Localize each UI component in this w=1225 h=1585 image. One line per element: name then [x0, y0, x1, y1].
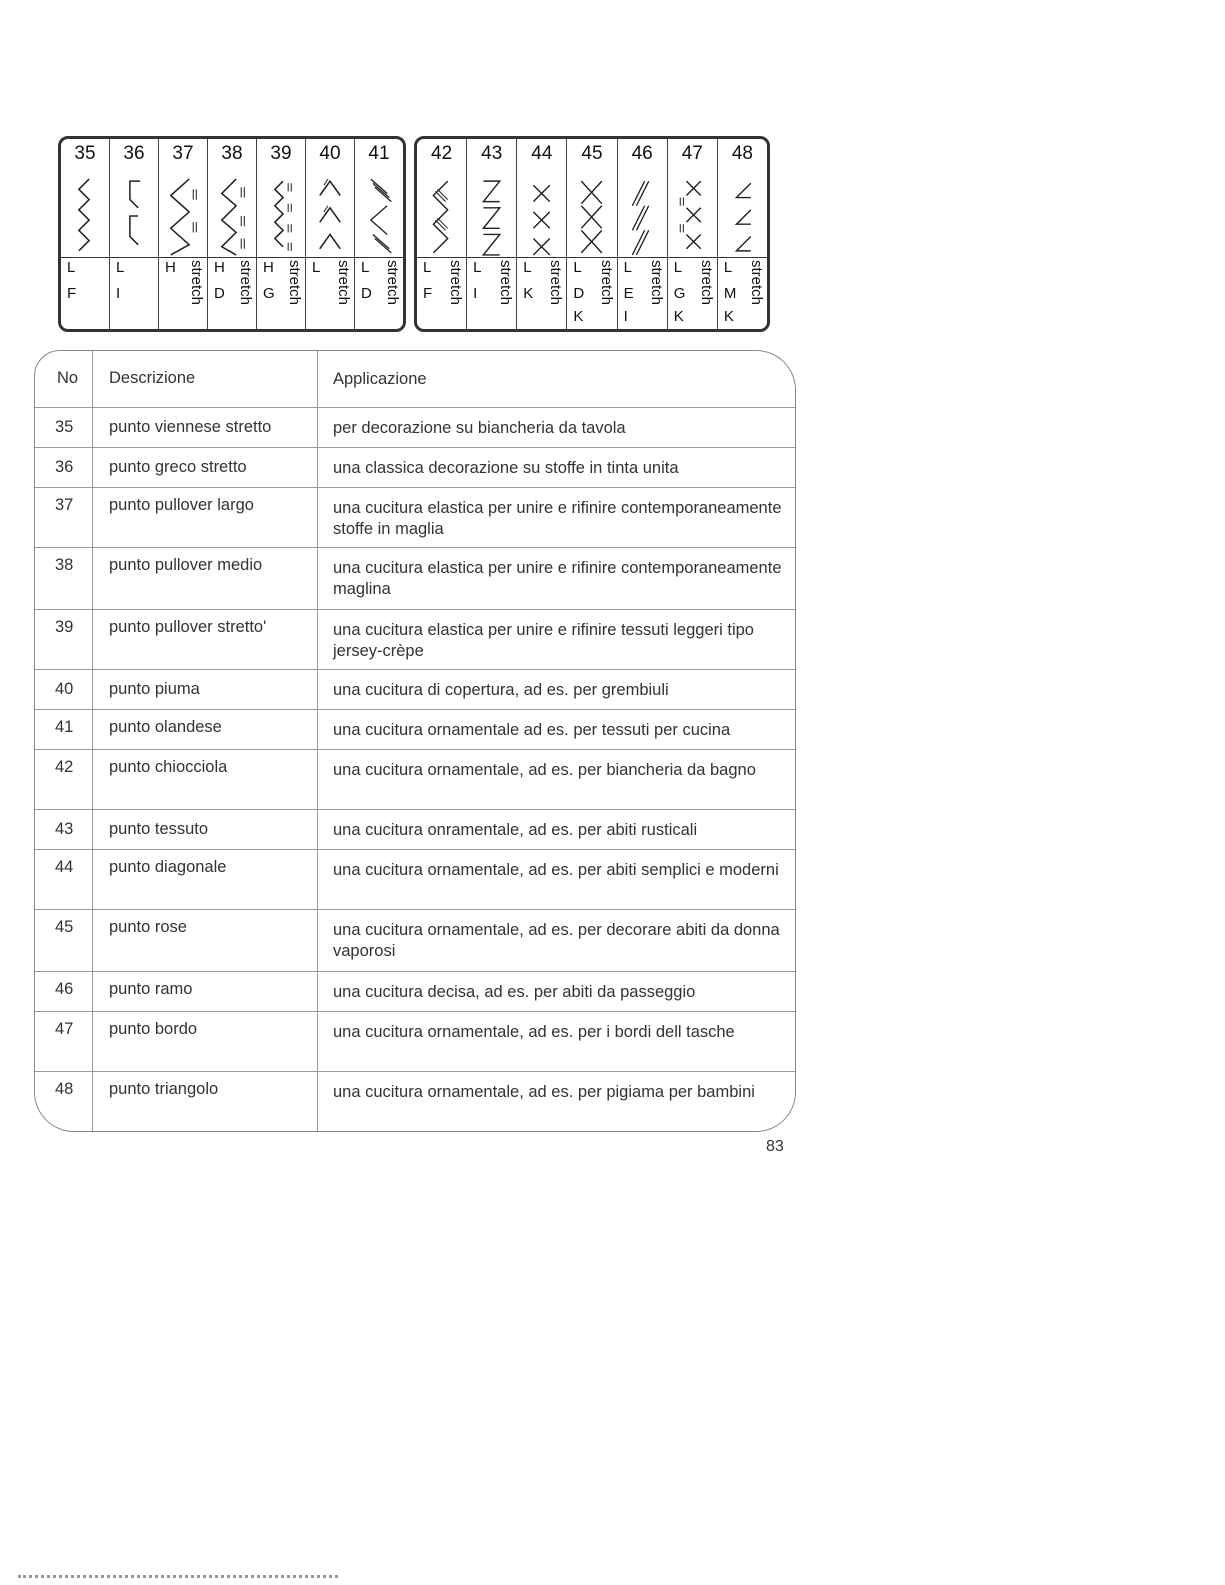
stitch-cell — [207, 139, 256, 329]
row-number: 35 — [55, 418, 74, 436]
table-row — [35, 487, 795, 548]
stretch-label: stretch — [237, 260, 254, 306]
row-description: punto tessuto — [109, 820, 209, 838]
stitch-pattern-icon — [517, 175, 566, 257]
row-description: punto pullover largo — [109, 496, 254, 514]
table-row — [35, 609, 795, 670]
stitch-number: 37 — [172, 143, 194, 164]
stitch-pattern-icon — [668, 175, 717, 257]
row-application: per decorazione su biancheria da tavola — [333, 419, 626, 437]
setting-letter: K — [573, 308, 584, 325]
setting-letter: K — [673, 308, 684, 325]
setting-letter: D — [361, 285, 372, 302]
stitch-number: 38 — [221, 143, 243, 164]
row-application: una cucitura ornamentale, ad es. per pigiama per bambini — [333, 1083, 755, 1101]
setting-letter: H — [165, 259, 176, 276]
stitch-pattern-icon — [61, 175, 109, 257]
header-no: No — [57, 369, 79, 387]
row-application: una cucitura ornamentale, ad es. per biancheria da bagno — [333, 761, 756, 779]
stitch-pattern-icon — [417, 175, 466, 257]
row-application: una cucitura ornamentale, ad es. per decorare abiti da donna vaporosi — [333, 921, 780, 960]
stitch-pattern-icon — [355, 175, 403, 257]
setting-letter: F — [67, 285, 77, 302]
row-application: una cucitura elastica per unire e rifinire tessuti leggeri tipo jersey-crèpe — [333, 621, 754, 660]
row-application: una cucitura onramentale, ad es. per abiti rusticali — [333, 821, 698, 839]
stitch-pattern-icon — [718, 175, 767, 257]
setting-letter: L — [623, 259, 632, 276]
table-header — [35, 351, 795, 407]
row-number: 38 — [55, 556, 74, 574]
row-application: una cucitura ornamentale ad es. per tessuti per cucina — [333, 721, 731, 739]
stitch-pattern-icon — [110, 175, 158, 257]
row-application: una cucitura ornamentale, ad es. per abiti semplici e moderni — [333, 861, 779, 879]
table-row — [35, 809, 795, 850]
stitch-pattern-icon — [208, 175, 256, 257]
stitch-number: 46 — [631, 143, 653, 164]
stitch-table — [34, 350, 796, 1132]
table-row — [35, 709, 795, 750]
row-number: 45 — [55, 918, 74, 936]
row-number: 43 — [55, 820, 74, 838]
table-row — [35, 849, 795, 910]
row-description: punto chiocciola — [109, 758, 228, 776]
stretch-label: stretch — [497, 260, 515, 306]
setting-letter: L — [473, 259, 482, 276]
setting-letter: K — [723, 308, 734, 325]
stitch-cell — [109, 139, 158, 329]
row-number: 42 — [55, 758, 74, 776]
setting-letter: L — [573, 259, 582, 276]
table-row — [35, 971, 795, 1012]
row-description: punto pullover stretto' — [109, 618, 267, 636]
row-description: punto ramo — [109, 980, 193, 998]
stretch-label: stretch — [547, 260, 565, 306]
table-row — [35, 407, 795, 448]
stitch-cell — [617, 139, 667, 329]
stitch-cell — [305, 139, 354, 329]
stitch-number: 43 — [481, 143, 503, 164]
stitch-panel-left — [58, 136, 406, 332]
stretch-label: stretch — [747, 260, 765, 306]
table-row — [35, 749, 795, 810]
setting-letter: H — [214, 259, 225, 276]
row-description: punto rose — [109, 918, 187, 936]
stretch-label: stretch — [188, 260, 205, 306]
stretch-label: stretch — [286, 260, 303, 306]
page-number: 83 — [766, 1138, 784, 1155]
table-row — [35, 547, 795, 610]
row-application: una cucitura ornamentale, ad es. per i bordi dell tasche — [333, 1023, 735, 1041]
table-row — [35, 909, 795, 972]
row-number: 39 — [55, 618, 74, 636]
row-application: una cucitura decisa, ad es. per abiti da passeggio — [333, 983, 696, 1001]
stretch-label: stretch — [447, 260, 465, 306]
row-number: 48 — [55, 1080, 74, 1098]
row-application: una cucitura di copertura, ad es. per grembiuli — [333, 681, 669, 699]
row-number: 44 — [55, 858, 74, 876]
stitch-number: 44 — [531, 143, 553, 164]
setting-letter: F — [423, 285, 433, 302]
row-number: 40 — [55, 680, 74, 698]
stitch-pattern-icon — [159, 175, 207, 257]
stitch-number: 41 — [368, 143, 390, 164]
stitch-number: 47 — [681, 143, 703, 164]
stitch-number: 48 — [731, 143, 753, 164]
stretch-label: stretch — [384, 260, 401, 306]
stitch-number: 40 — [319, 143, 341, 164]
stitch-cell — [516, 139, 566, 329]
setting-letter: L — [361, 259, 370, 276]
stitch-cell — [667, 139, 717, 329]
stitch-pattern-icon — [567, 175, 616, 257]
stitch-pattern-icon — [257, 175, 305, 257]
stitch-cell — [61, 139, 109, 329]
setting-letter: L — [523, 259, 532, 276]
row-application: una classica decorazione su stoffe in tinta unita — [333, 459, 679, 477]
table-row — [35, 1011, 795, 1072]
setting-letter: H — [263, 259, 274, 276]
scan-edge-line — [18, 1575, 338, 1578]
stitch-cell — [158, 139, 207, 329]
stitch-number: 35 — [74, 143, 96, 164]
setting-letter: K — [523, 285, 534, 302]
stitch-number: 39 — [270, 143, 292, 164]
stitch-cell — [566, 139, 616, 329]
row-number: 46 — [55, 980, 74, 998]
row-description: punto diagonale — [109, 858, 227, 876]
setting-letter: L — [723, 259, 733, 276]
setting-letter: L — [116, 259, 125, 276]
row-description: punto olandese — [109, 718, 222, 736]
stretch-label: stretch — [597, 260, 615, 306]
stitch-pattern-icon — [306, 175, 354, 257]
setting-letter: E — [623, 285, 634, 302]
table-row — [35, 669, 795, 710]
setting-letter: G — [263, 285, 275, 302]
stitch-cell — [354, 139, 403, 329]
row-description: punto pullover medio — [109, 556, 263, 574]
setting-letter: L — [312, 259, 321, 276]
setting-letter: M — [723, 285, 737, 302]
stitch-cell — [256, 139, 305, 329]
stitch-pattern-icon — [618, 175, 667, 257]
stitch-number: 42 — [431, 143, 453, 164]
setting-letter: G — [673, 285, 686, 302]
stitch-cell — [417, 139, 466, 329]
setting-letter: D — [573, 285, 585, 302]
row-number: 37 — [55, 496, 74, 514]
row-description: punto piuma — [109, 680, 200, 698]
setting-letter: L — [423, 259, 432, 276]
row-description: punto greco stretto — [109, 458, 247, 476]
setting-letter: I — [116, 285, 121, 302]
row-description: punto bordo — [109, 1020, 198, 1038]
row-number: 47 — [55, 1020, 74, 1038]
header-description: Descrizione — [109, 369, 196, 387]
header-application: Applicazione — [333, 370, 427, 388]
stretch-label: stretch — [697, 260, 715, 306]
row-description: punto viennese stretto — [109, 418, 272, 436]
stitch-pattern-icon — [467, 175, 516, 257]
row-application: una cucitura elastica per unire e rifinire contemporaneamente maglina — [333, 559, 782, 598]
setting-letter: I — [473, 285, 478, 302]
stitch-cell — [717, 139, 767, 329]
stretch-label: stretch — [335, 260, 352, 306]
row-number: 36 — [55, 458, 74, 476]
stretch-label: stretch — [647, 260, 665, 306]
row-number: 41 — [55, 718, 74, 736]
row-description: punto triangolo — [109, 1080, 219, 1098]
setting-letter: D — [214, 285, 225, 302]
row-application: una cucitura elastica per unire e rifinire contemporaneamente stoffe in maglia — [333, 499, 782, 538]
stitch-number: 36 — [123, 143, 145, 164]
setting-letter: L — [67, 259, 76, 276]
stitch-cell — [466, 139, 516, 329]
stitch-number: 45 — [581, 143, 603, 164]
setting-letter: L — [673, 259, 683, 276]
setting-letter: I — [623, 308, 628, 325]
table-row — [35, 1071, 795, 1130]
stitch-panel-right — [414, 136, 770, 332]
table-row — [35, 447, 795, 488]
